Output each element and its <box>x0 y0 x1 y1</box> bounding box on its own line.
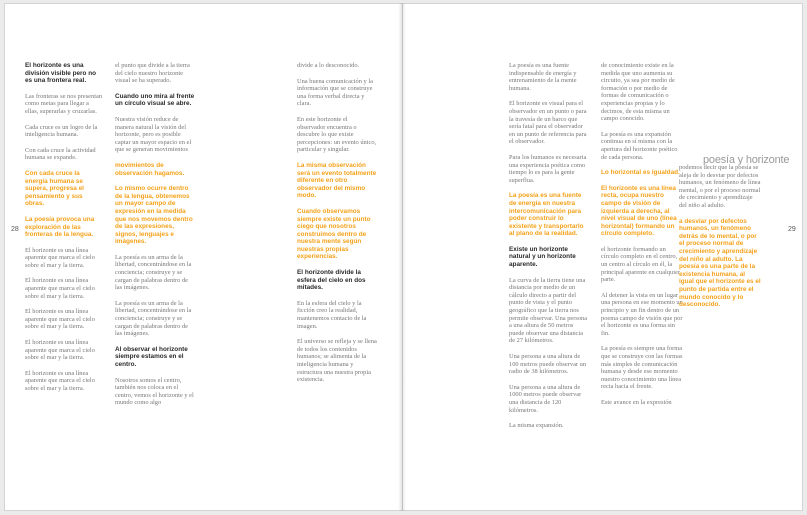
paragraph: En la esfera del cielo y la ficción creo la realidad, mantenemos contacto de la imagen. <box>297 299 367 330</box>
paragraph: El universo se refleja y se llena de todos los contenidos humanos; se alimenta de la inteligencia humana y estructura una nuestra propia existencia. <box>297 338 377 384</box>
paragraph: La poesía es un arma de la libertad, concentrándose en la conciencia; construye y se cargan de palabras dentro de las imágenes. <box>115 299 192 338</box>
right-column-1 <box>509 62 589 438</box>
paragraph: La misma observación será un evento totalmente diferente en otro observador del mismo modo. <box>297 161 377 200</box>
paragraph: El horizonte divide la esfera del cielo en dos mitades. <box>297 269 366 292</box>
left-column-3 <box>297 62 377 392</box>
paragraph: El horizonte es visual para el observador en un punto o para la travesía de un barco que sería fatal para el observador en un punto de referencia para el observador. <box>509 100 587 146</box>
right-column-3 <box>679 164 761 317</box>
paragraph: Al detener la vista en un lugar una persona en ese momento un principio y un fin dentro de un poema campo de visión que por el horizonte es una forma sin fin. <box>601 291 683 337</box>
page-number-left: 28 <box>11 226 19 233</box>
paragraph: Las fronteras se nos presentan como metas para llegar a ellas, superarlas y cruzarlas. <box>25 92 103 115</box>
paragraph: La poesía es una expansión continua en sí misma con la apertura del horizonte poético de cada persona. <box>601 130 678 161</box>
paragraph: El horizonte es una línea aparente que marca el cielo sobre el mar y la tierra. <box>25 369 95 392</box>
paragraph: En este horizonte el observador encuentra o descubre lo que existe percepciones: un evento único, particular y singular. <box>297 115 377 154</box>
paragraph: La poesía es una fuente de energía en nuestra intercomunicación para poder construir lo existente y transportarlo al plano de la realidad. <box>509 192 584 238</box>
paragraph: Con cada cruce la energía humana se supera, progresa el pensamiento y sus obras. <box>25 169 84 208</box>
paragraph: La poesía es un arma de la libertad, concentrándose en la conciencia; construye y se cargan de palabras dentro de las imágenes. <box>115 253 192 292</box>
paragraph: El horizonte es una línea recta, ocupa nuestro campo de visión de izquierda a derecha, al nivel visual de uno (línea horizontal) formando un círculo completo. <box>601 184 677 238</box>
paragraph: Una buena comunicación y la información que se construye una forma verbal directa y clara. <box>297 77 373 108</box>
paragraph: Nuestra visión reduce de manera natural la visión del horizonte, pero es posible captar un mayor espacio en el que se generan movimientos <box>115 115 192 154</box>
paragraph: Una persona a una altura de 1000 metros puede observar una distancia de 120 kilómetros. <box>509 383 582 414</box>
left-column-2 <box>115 62 195 415</box>
gutter-shadow <box>398 3 406 511</box>
left-column-1 <box>25 62 103 401</box>
paragraph: La poesía provoca una exploración de las fronteras de la lengua. <box>25 215 95 239</box>
paragraph: Cuando observamos siempre existe un punto ciego que nosotros construimos dentro de nuestra mente según nuestras propias experiencias. <box>297 207 371 261</box>
paragraph: Lo horizontal es igualdad. <box>601 169 680 177</box>
paragraph: La misma expansión. <box>509 422 564 430</box>
paragraph: Cuando uno mira al frente un círculo visual se abre. <box>115 92 195 108</box>
paragraph: podemos decir que la poesía se aleja de lo desviar por defectos humanos, un fenómeno de línea mental, o por el proceso normal de crecimiento y aprendizaje del niño al adulto. <box>679 164 761 209</box>
paragraph: movimientos de observación hagamos. <box>115 161 185 177</box>
paragraph: El horizonte es una división visible pero no es una frontera real. <box>25 62 97 85</box>
paragraph: El horizonte es una línea aparente que marca el cielo sobre el mar y la tierra. <box>25 339 95 362</box>
paragraph: Para los humanos es necesaria una experiencia poética como tiempo lo es para la gente superflua. <box>509 153 587 184</box>
section-title: poesía y horizonte <box>703 154 790 166</box>
paragraph: Con cada cruce la actividad humana se expande. <box>25 146 96 162</box>
paragraph: Este avance en la expresión <box>601 398 672 406</box>
page-number-right: 29 <box>788 226 796 233</box>
paragraph: Una persona a una altura de 100 metros puede observar un radio de 38 kilómetros. <box>509 353 587 376</box>
right-page <box>402 3 803 511</box>
paragraph: divide a lo desconocido. <box>297 62 360 69</box>
paragraph: El horizonte es una línea aparente que marca el cielo sobre el mar y la tierra. <box>25 277 95 300</box>
paragraph: Nosotros somos el centro, también nos coloca en el centro, vemos el horizonte y el mundo como algo <box>115 376 194 407</box>
paragraph: La poesía es siempre una forma que se construye con las formas más simples de comunicación humana y desde ese momento nuestro conocimiento una línea recta hacia el frente. <box>601 345 683 391</box>
paragraph: La poesía es una fuente indispensable de energía y entrenamiento de la mente humana. <box>509 62 577 92</box>
paragraph: a desviar por defectos humanos, un fenómeno detrás de lo mental, o por el proceso normal de crecimiento y aprendizaje del niño al adulto. La poesía es una parte de la existencia humana, al igual que el horizonte es el punto de partida entre el mundo conocido y lo desconocido. <box>679 217 761 309</box>
paragraph: Existe un horizonte natural y un horizonte aparente. <box>509 245 576 269</box>
paragraph: de conocimiento existe en la medida que uno aumenta su circuito, ya sea por medio de formación o por medio de formas de comunicación o experiencias propias y lo decimos, de esta misma un campo conocido. <box>601 62 675 123</box>
left-page <box>4 3 402 511</box>
paragraph: Cada cruce es un logro de la inteligencia humana. <box>25 123 98 139</box>
paragraph: La curva de la tierra tiene una distancia por medio de un cálculo directo a partir del punto de vista y el punto geográfico que la tierra nos permite observar. Una persona a una altura de 50 metros puede observar una distancia de 27 kilómetros. <box>509 276 588 345</box>
paragraph: el punto que divide a la tierra del cielo nuestro horizonte visual se ha superado. <box>115 62 190 85</box>
paragraph: el horizonte formando un círculo completo en el centro, un centro al círculo en él, la principal aparente en cualquier parte. <box>601 245 680 284</box>
paragraph: Lo mismo ocurre dentro de la lengua, obtenemos un mayor campo de expresión en la medida que nos movemos dentro de las expresiones, signos, lenguajes e imágenes. <box>115 185 193 246</box>
paragraph: Al observar el horizonte siempre estamos en el centro. <box>115 345 188 368</box>
paragraph: El horizonte es una línea aparente que marca el cielo sobre el mar y la tierra. <box>25 246 95 269</box>
right-column-2 <box>601 62 685 415</box>
paragraph: El horizonte es una línea aparente que marca el cielo sobre el mar y la tierra. <box>25 308 95 331</box>
